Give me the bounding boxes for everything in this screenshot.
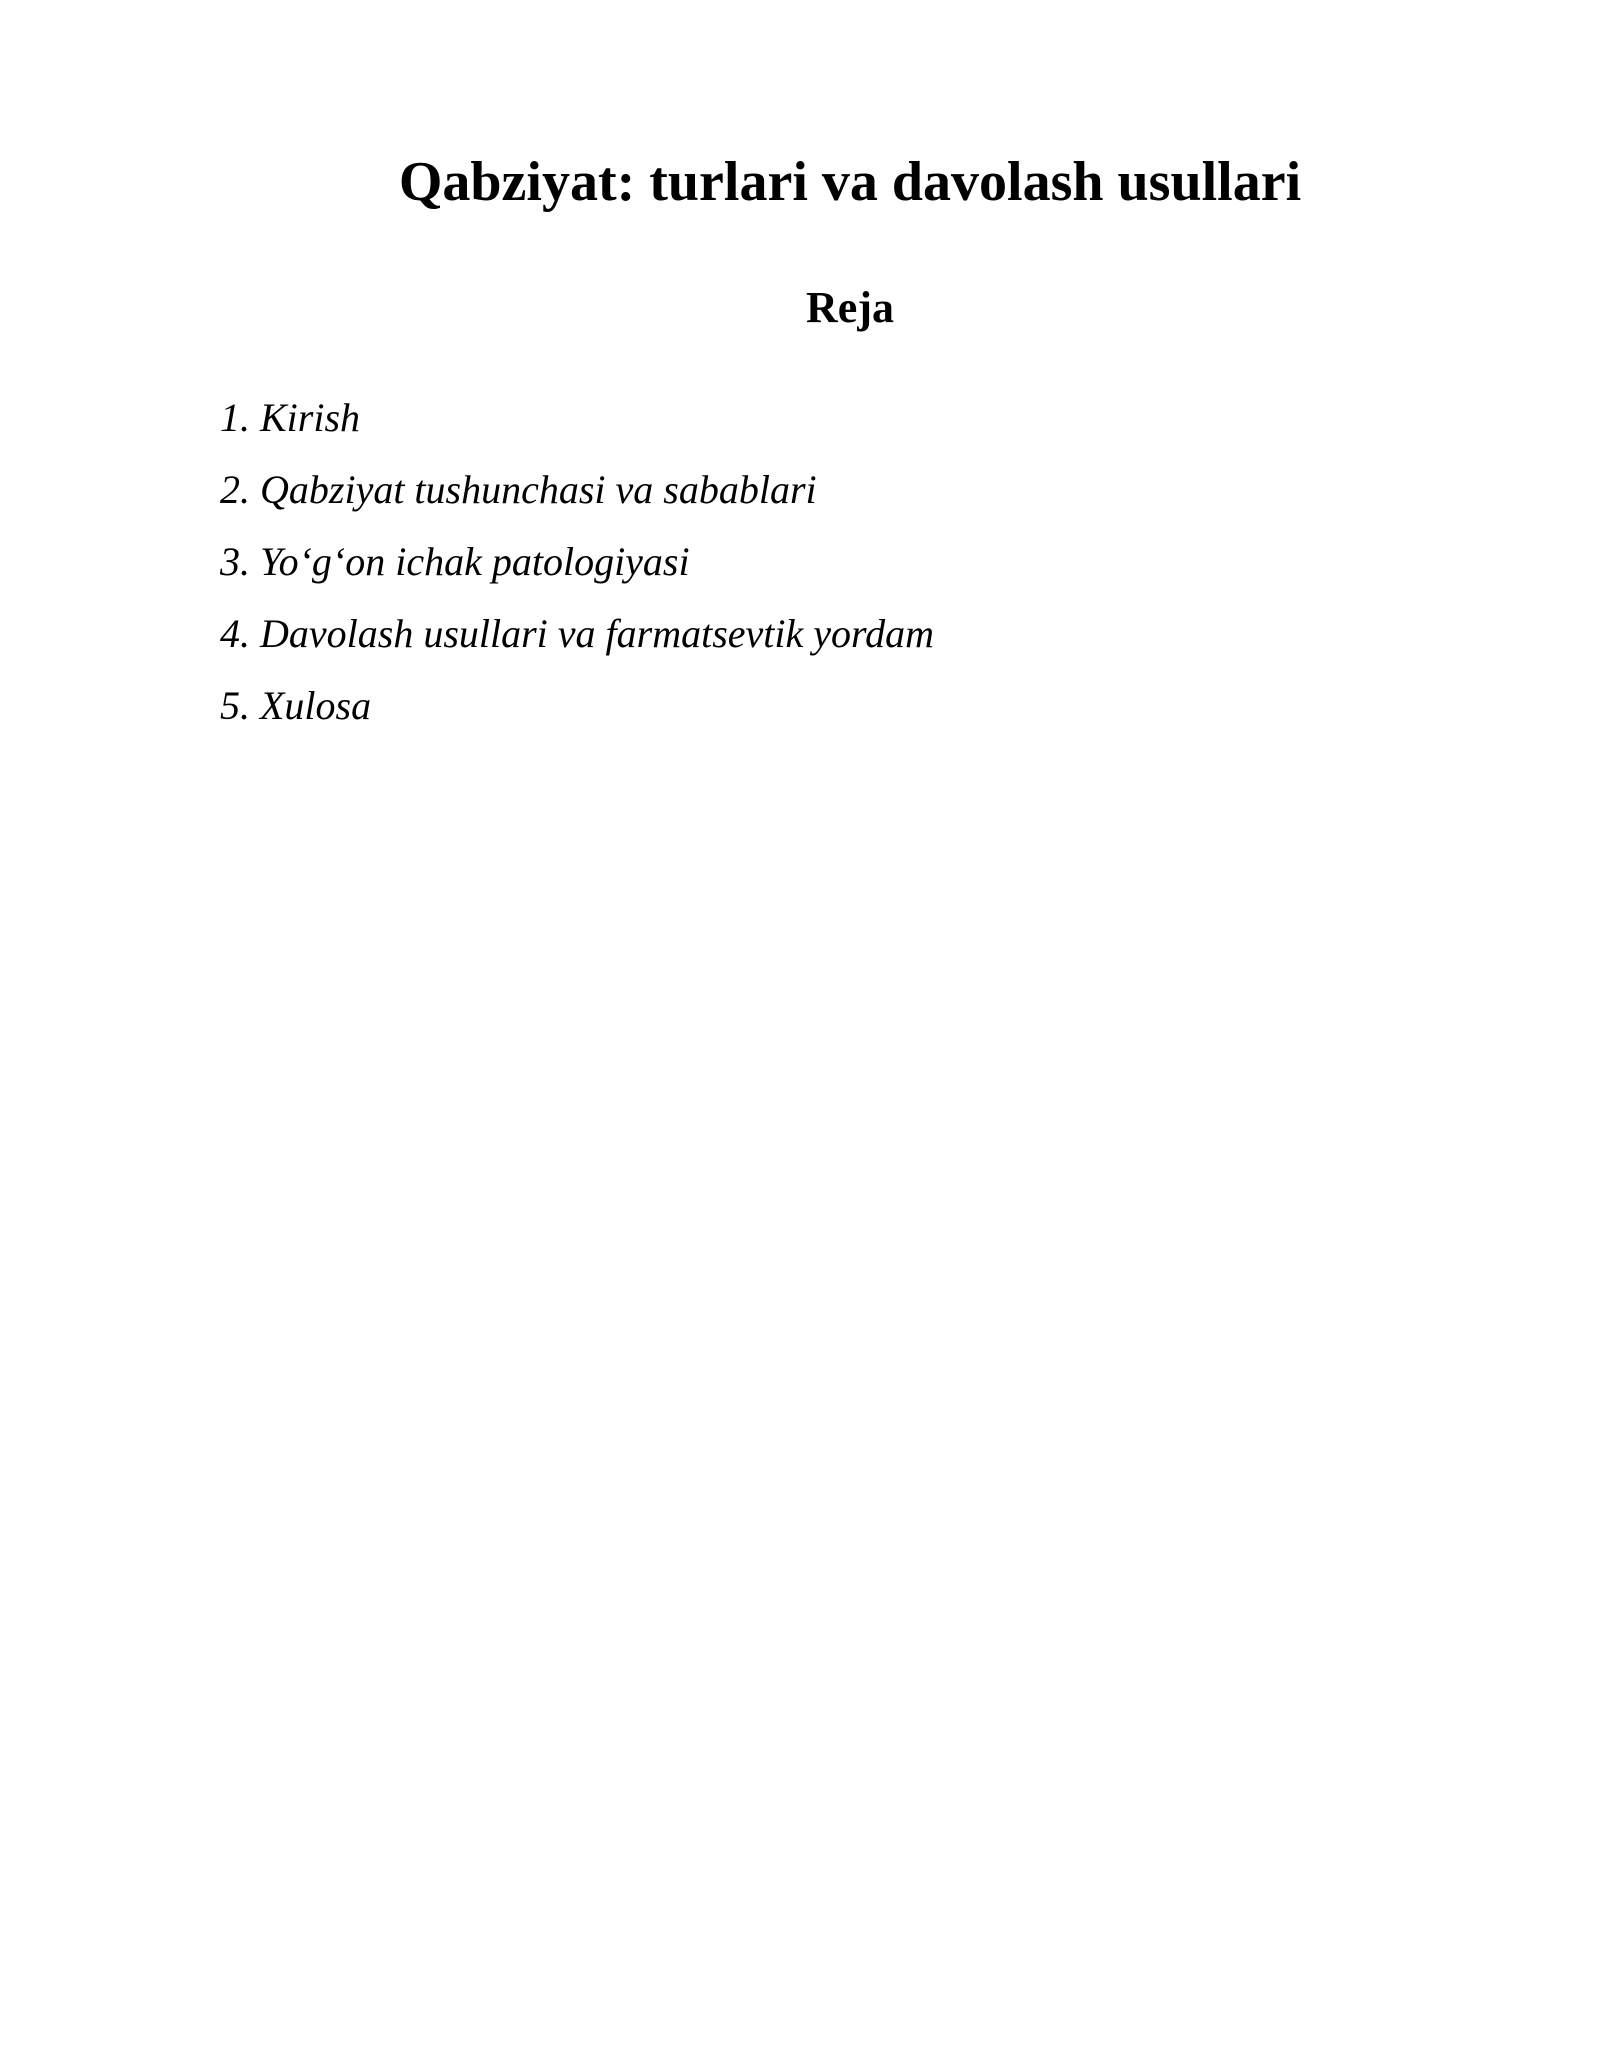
plan-heading: Reja (806, 283, 894, 332)
plan-item-concept-causes: 2. Qabziyat tushunchasi va sabablari (220, 467, 817, 512)
plan-item-treatment: 4. Davolash usullari va farmatsevtik yordam (220, 611, 935, 656)
plan-item-conclusion: 5. Xulosa (220, 683, 372, 728)
plan-list (220, 382, 934, 742)
plan-item-intro: 1. Kirish (220, 395, 361, 440)
document-title: Qabziyat: turlari va davolash usullari (398, 151, 1302, 213)
plan-item-colon-pathology: 3. Yo‘g‘on ichak patologiyasi (220, 539, 690, 584)
